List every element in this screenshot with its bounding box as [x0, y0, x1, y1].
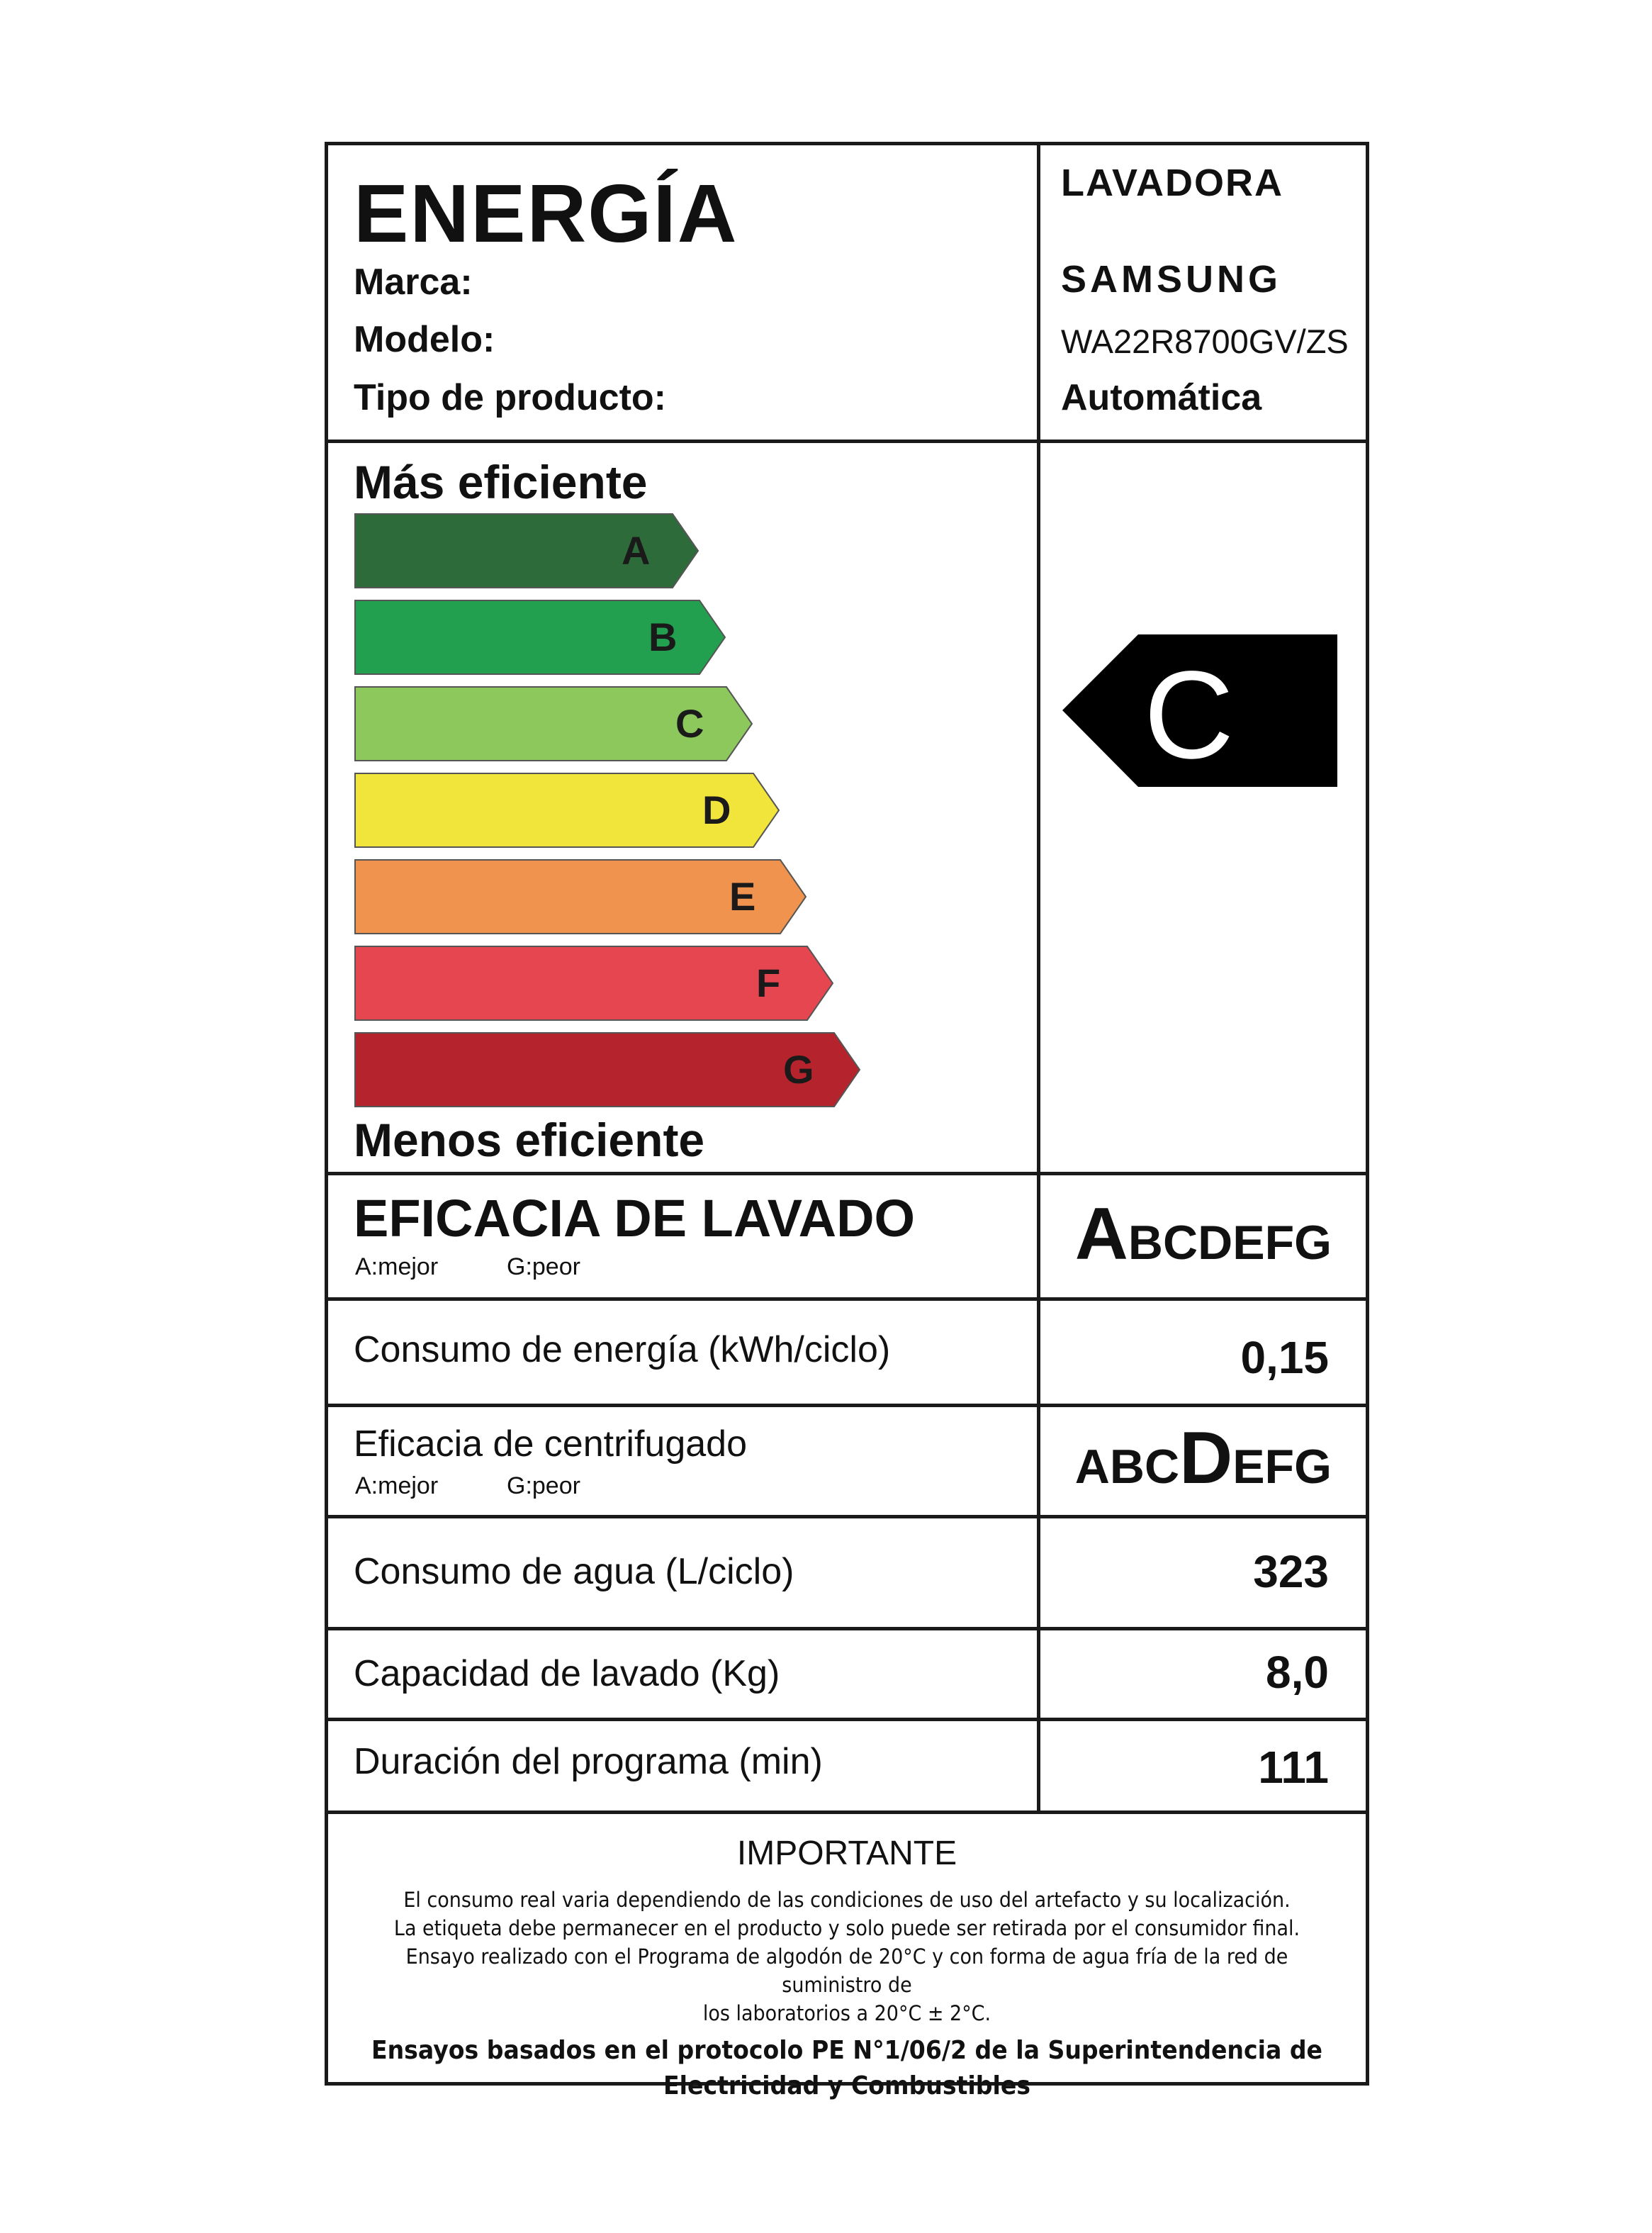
- efficiency-class-c-letter: C: [675, 701, 704, 746]
- divider-spin: [328, 1515, 1366, 1518]
- efficiency-class-c-arrow: [354, 685, 756, 763]
- wash-efficacy-scale: [1074, 1193, 1332, 1275]
- efficiency-class-f-arrow: [354, 945, 837, 1023]
- wash-best-label: A:mejor: [355, 1253, 439, 1280]
- divider-duration: [328, 1811, 1366, 1814]
- divider-water: [328, 1627, 1366, 1630]
- energy-rating-arrow: [1062, 634, 1337, 790]
- label-title: ENERGÍA: [354, 167, 738, 259]
- energy-consumption-label: Consumo de energía (kWh/ciclo): [354, 1329, 891, 1370]
- divider-energy: [328, 1404, 1366, 1407]
- brand-value: SAMSUNG: [1061, 258, 1282, 301]
- spin-best-label: A:mejor: [355, 1472, 439, 1499]
- column-divider: [1037, 145, 1040, 1814]
- energy-label: [325, 142, 1369, 2100]
- spin-efficacy-label: Eficacia de centrifugado: [354, 1423, 748, 1465]
- wash-worst-label: G:peor: [507, 1253, 580, 1280]
- efficiency-class-d-letter: D: [702, 788, 731, 832]
- most-efficient-label: Más eficiente: [354, 456, 648, 508]
- least-efficient-label: Menos eficiente: [354, 1114, 705, 1166]
- water-consumption-value: 323: [1253, 1546, 1329, 1597]
- product-category: LAVADORA: [1061, 162, 1283, 204]
- energy-rating-letter: C: [1144, 646, 1235, 785]
- important-title: IMPORTANTE: [736, 1835, 957, 1872]
- divider-wash: [328, 1297, 1366, 1301]
- efficiency-class-g-letter: G: [783, 1047, 814, 1092]
- spin-efficacy-rating: D: [1179, 1417, 1233, 1499]
- efficiency-class-a-arrow: [354, 513, 702, 591]
- notice-line-2: La etiqueta debe permanecer en el producto y solo puede ser retirada por el consumidor final.: [393, 1916, 1300, 1940]
- divider-header: [328, 440, 1366, 443]
- efficiency-class-g-arrow: [354, 1031, 864, 1109]
- protocol-line-1: Ensayos basados en el protocolo PE N°1/06/2 de la Superintendencia de: [371, 2036, 1323, 2065]
- divider-efficiency: [328, 1172, 1366, 1175]
- duration-value: 111: [1258, 1742, 1329, 1793]
- type-value: Automática: [1061, 377, 1262, 418]
- energy-consumption-value: 0,15: [1240, 1332, 1329, 1383]
- capacity-value: 8,0: [1266, 1647, 1329, 1698]
- spin-efficacy-scale: [1074, 1417, 1332, 1499]
- spin-efficacy-classes-before: ABC: [1074, 1440, 1180, 1494]
- type-field-label: Tipo de producto:: [354, 377, 666, 418]
- divider-capacity: [328, 1718, 1366, 1721]
- duration-label: Duración del programa (min): [354, 1741, 823, 1782]
- model-field-label: Modelo:: [354, 319, 495, 360]
- protocol-line-2: Electricidad y Combustibles: [663, 2071, 1030, 2100]
- brand-field-label: Marca:: [354, 262, 473, 303]
- important-notice: [328, 1834, 1366, 2104]
- notice-line-3: Ensayo realizado con el Programa de algodón de 20°C y con forma de agua fría de la red de suministro de: [405, 1944, 1288, 1997]
- wash-efficacy-other-classes: BCDEFG: [1128, 1216, 1332, 1270]
- efficiency-class-e-arrow: [354, 858, 810, 936]
- spin-efficacy-classes-after: EFG: [1232, 1440, 1332, 1494]
- efficiency-class-f-letter: F: [756, 961, 781, 1005]
- efficiency-class-e-letter: E: [729, 874, 756, 919]
- spin-worst-label: G:peor: [507, 1472, 580, 1499]
- efficiency-class-b-letter: B: [648, 615, 678, 659]
- notice-line-1: El consumo real varia dependiendo de las condiciones de uso del artefacto y su localización.: [403, 1888, 1291, 1912]
- notice-line-4: los laboratorios a 20°C ± 2°C.: [702, 2001, 991, 2025]
- efficiency-class-b-arrow: [354, 599, 729, 677]
- water-consumption-label: Consumo de agua (L/ciclo): [354, 1551, 794, 1592]
- wash-efficacy-rating: A: [1074, 1193, 1128, 1275]
- wash-efficacy-title: EFICACIA DE LAVADO: [354, 1189, 916, 1248]
- efficiency-class-a-letter: A: [622, 528, 651, 573]
- model-value: WA22R8700GV/ZS: [1061, 323, 1349, 360]
- capacity-label: Capacidad de lavado (Kg): [354, 1653, 780, 1694]
- efficiency-class-d-arrow: [354, 772, 783, 850]
